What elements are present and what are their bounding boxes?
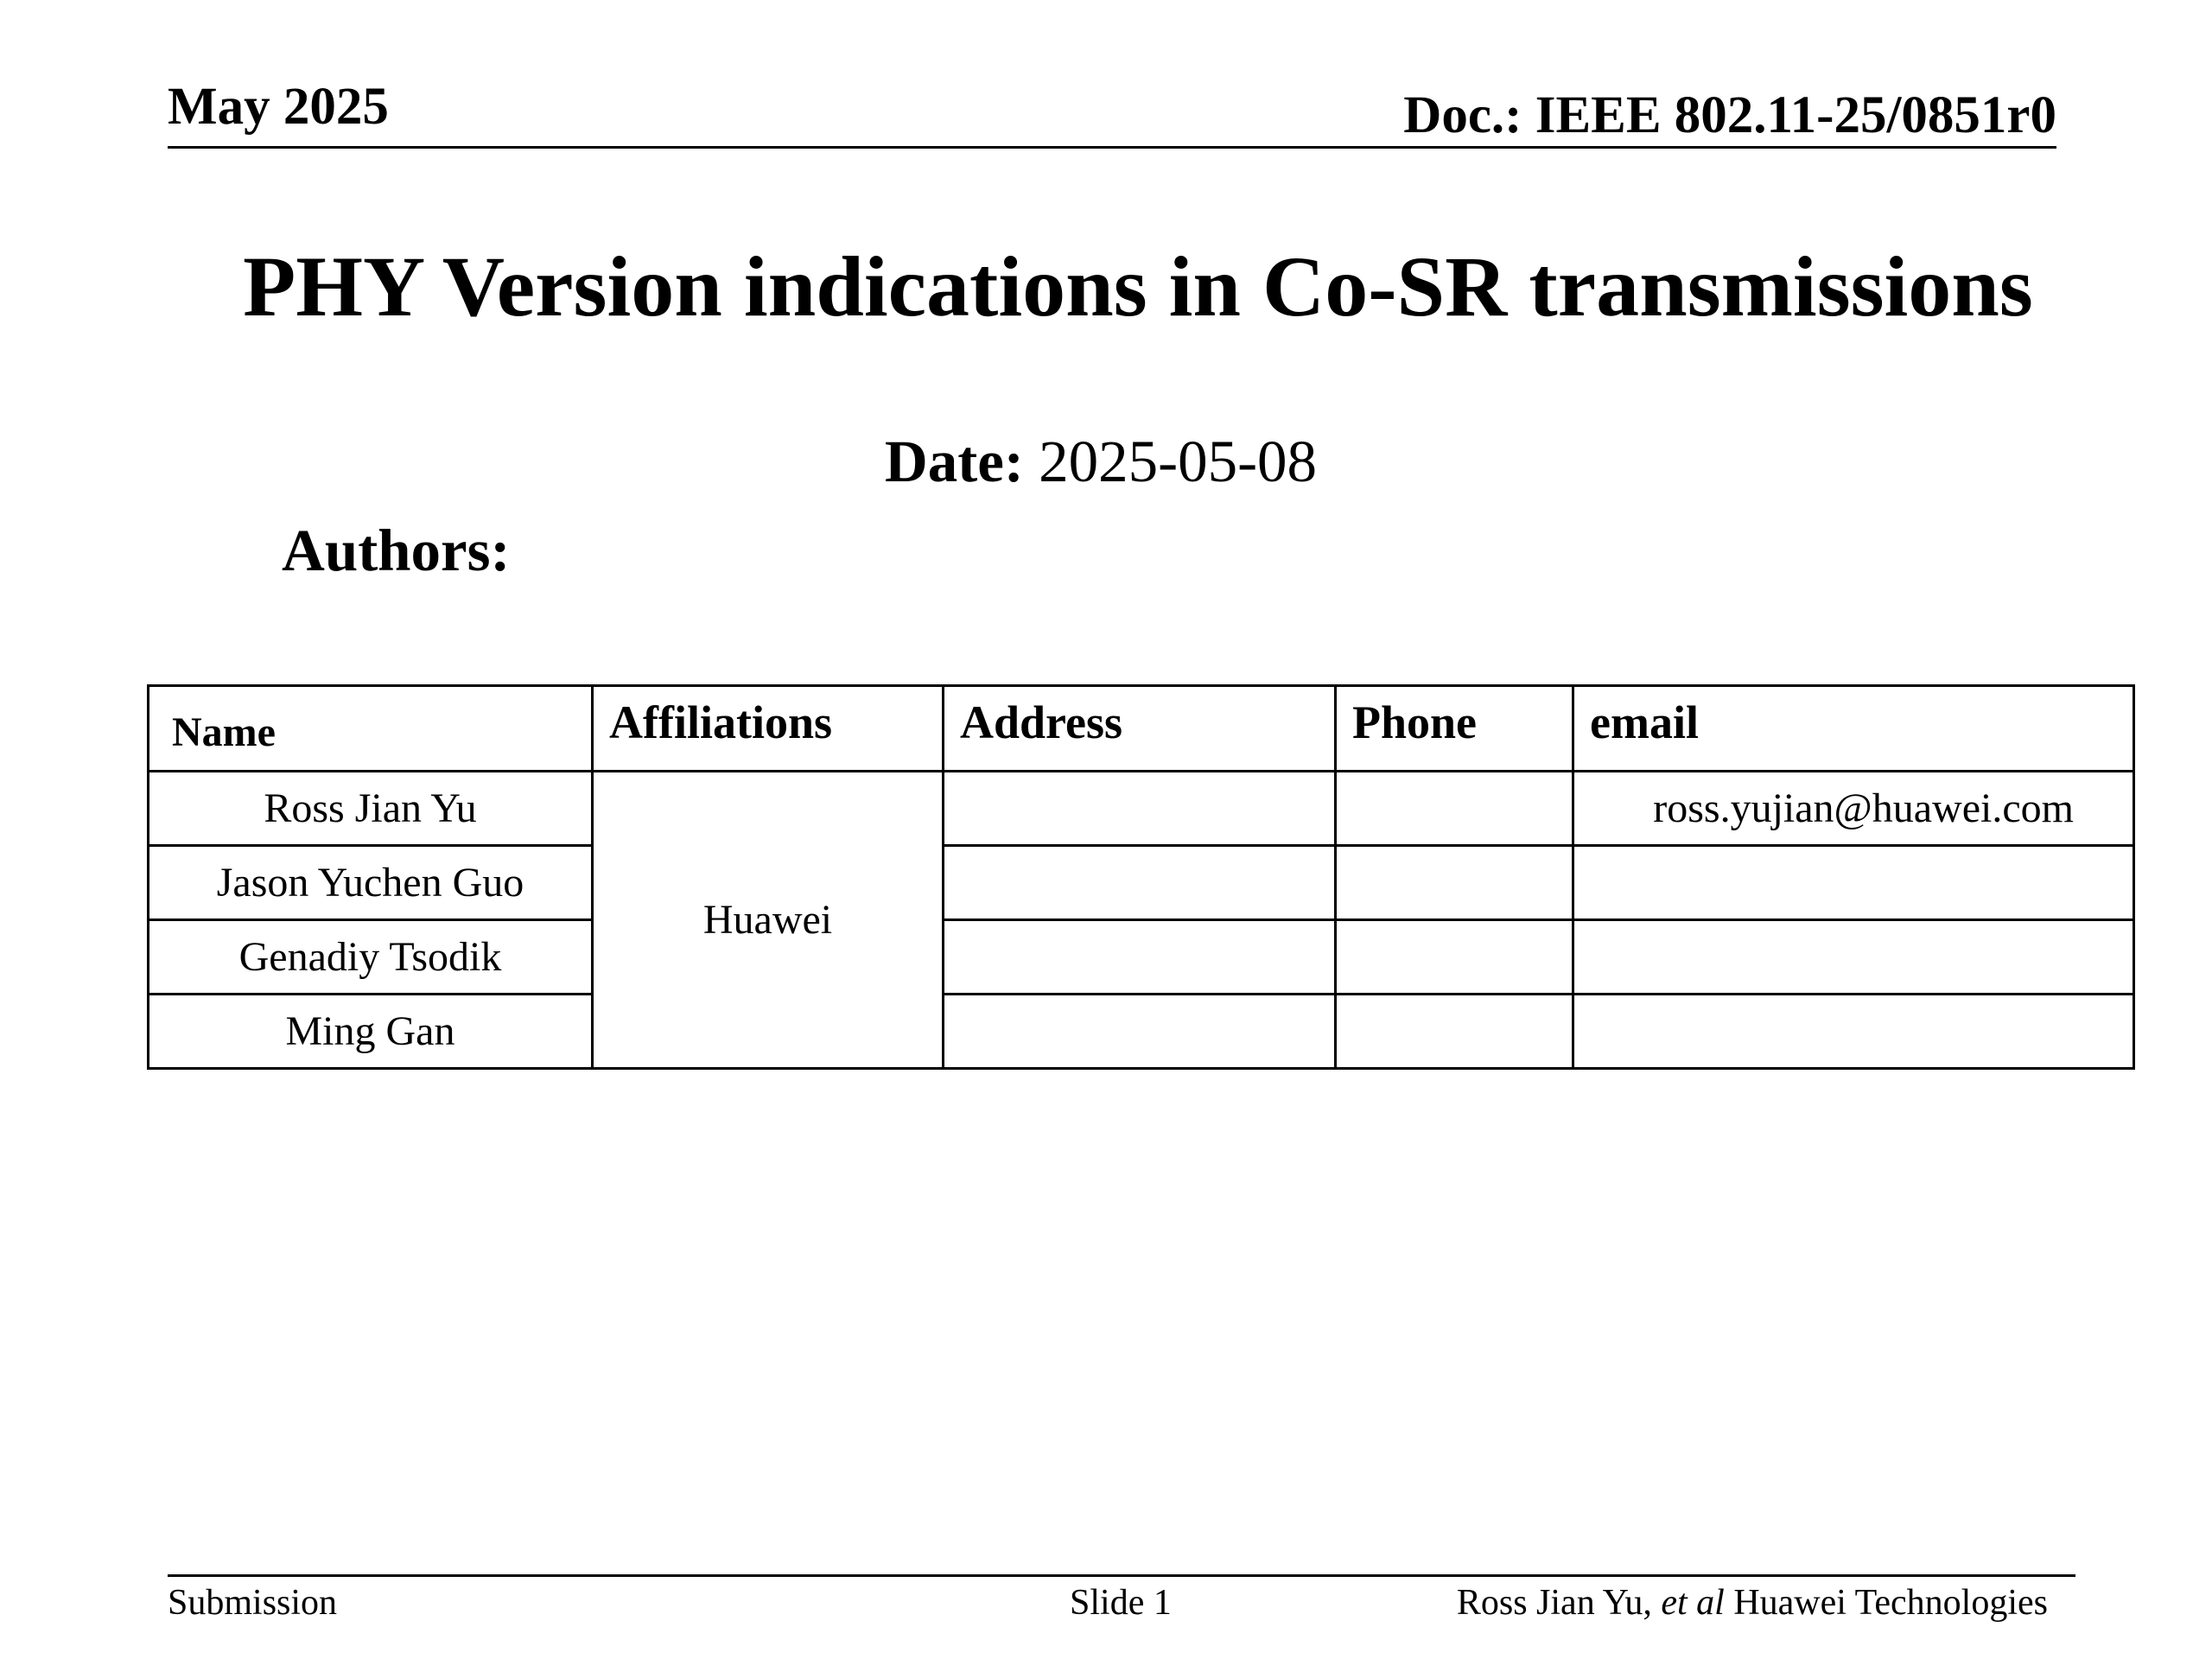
- table-row: [149, 920, 2134, 995]
- footer-slide-number: Slide 1: [1070, 1583, 1172, 1623]
- author-email: [1573, 995, 2134, 1069]
- table-row: [149, 772, 2134, 846]
- author-affiliation: Huawei: [593, 772, 944, 1069]
- table-row: [149, 995, 2134, 1069]
- author-name: Ming Gan: [149, 995, 593, 1069]
- author-phone: [1336, 846, 1573, 920]
- author-address: [944, 920, 1336, 995]
- author-phone: [1336, 995, 1573, 1069]
- author-email: [1573, 920, 2134, 995]
- table-row: [149, 846, 2134, 920]
- header-address: Address: [944, 686, 1336, 772]
- header-affiliations: Affiliations: [593, 686, 944, 772]
- footer-author: [1457, 1585, 2048, 1621]
- author-email: [1573, 846, 2134, 920]
- footer-rule: [168, 1574, 2075, 1577]
- header-name: Name: [149, 686, 593, 772]
- footer-company: Huawei Technologies: [1724, 1583, 2048, 1623]
- date-line: [0, 429, 2202, 494]
- authors-label: Authors:: [282, 518, 511, 583]
- author-name: Jason Yuchen Guo: [149, 846, 593, 920]
- author-name: Ross Jian Yu: [149, 772, 593, 846]
- header-doc-id: Doc.: IEEE 802.11-25/0851r0: [1403, 86, 2056, 144]
- date-value: 2025-05-08: [1039, 429, 1318, 494]
- slide-title: PHY Version indications in Co-SR transmissions: [243, 238, 2033, 334]
- author-phone: [1336, 920, 1573, 995]
- header-phone: Phone: [1336, 686, 1573, 772]
- date-label: Date:: [884, 429, 1024, 494]
- footer-submission: Submission: [168, 1583, 338, 1623]
- table-header-row: [149, 686, 2134, 772]
- authors-table: [147, 684, 2135, 1070]
- header-date: May 2025: [168, 78, 389, 136]
- author-email: ross.yujian@huawei.com: [1573, 772, 2134, 846]
- header-rule: [168, 146, 2056, 149]
- author-address: [944, 772, 1336, 846]
- author-address: [944, 846, 1336, 920]
- author-phone: [1336, 772, 1573, 846]
- author-name: Genadiy Tsodik: [149, 920, 593, 995]
- header-email: email: [1573, 686, 2134, 772]
- footer-author-name: Ross Jian Yu,: [1456, 1583, 1662, 1623]
- footer-et-al: et al: [1661, 1583, 1725, 1623]
- author-address: [944, 995, 1336, 1069]
